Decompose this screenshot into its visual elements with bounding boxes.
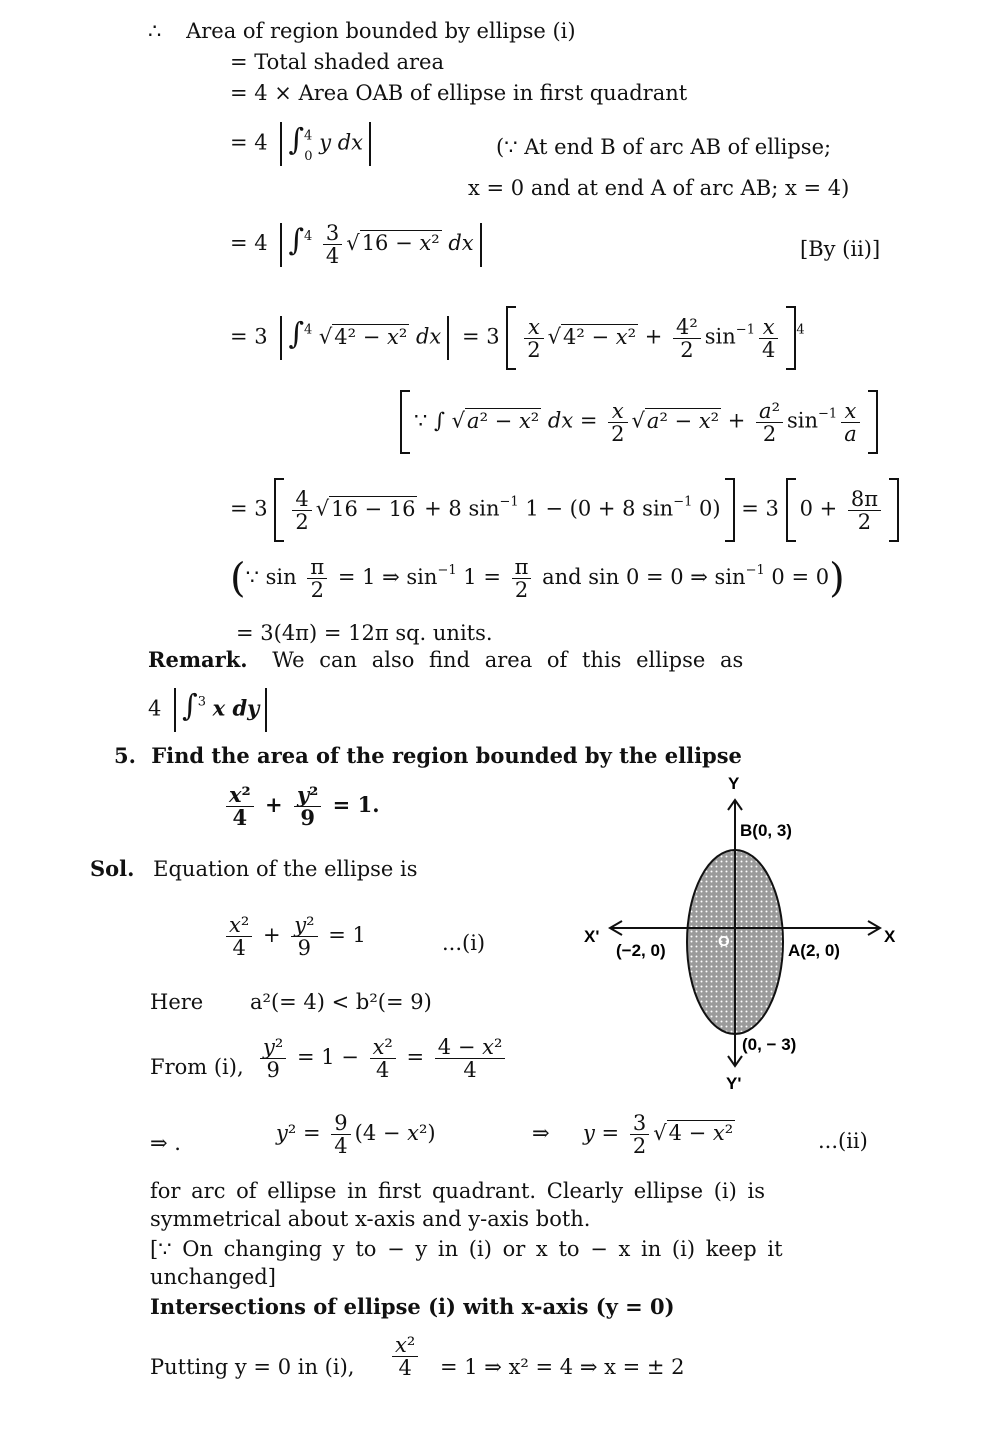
- intersections-heading: Intersections of ellipse (i) with x-axis (y = 0): [150, 1294, 675, 1319]
- step8-result: = 3(4π) = 12π sq. units.: [236, 621, 493, 645]
- ellipse-equation: $\frac{\text{x²}}{4}$ + $\frac{\text{y²}}{9}$ = 1: [222, 914, 366, 974]
- step4-note-b: x = 0 and at end A of arc AB; x = 4): [468, 176, 850, 200]
- here-text: a²(= 4) < b²(= 9): [250, 990, 432, 1014]
- point-bottom-label: (0, − 3): [742, 1035, 797, 1054]
- para-line-1: for arc of ellipse in first quadrant. Clearly ellipse (i) is: [150, 1179, 765, 1203]
- problem-number: 5.: [114, 743, 136, 768]
- remark-line: [148, 647, 743, 673]
- solution-intro: Equation of the ellipse is: [153, 857, 418, 881]
- step4-note-a: (∵ At end B of arc AB of ellipse;: [496, 135, 832, 159]
- step4-integral: = 4 ∫$^4_0$ y dx: [230, 122, 377, 172]
- step7-evaluation: = 3 $\frac{4}{2}$ √16 − 16 + 8 $\sin^{-1} 1 - (0 + 8$ $\sin^{-1} 0) = 3$ 0 + $\frac{8\pi}{2}$: [230, 478, 899, 544]
- step5-note: [By (ii)]: [800, 237, 881, 261]
- equation-tag-i: ...(i): [442, 931, 486, 955]
- from-i-derivation: $\frac{\text{y²}}{9}$ = 1 − $\frac{\text{x²}}{4}$ = $\frac{\text{4 − x²}}{4}$: [256, 1036, 509, 1096]
- point-a-label: A(2, 0): [788, 941, 840, 960]
- problem-line: [114, 743, 742, 769]
- therefore-symbol: ∴: [148, 19, 162, 43]
- x-prime-label: X': [584, 927, 600, 946]
- point-b-label: B(0, 3): [740, 821, 792, 840]
- remark-integral: 4 ∫$^3$ x dy: [148, 688, 273, 738]
- origin-label: O: [718, 933, 730, 950]
- implies-symbol: ⇒ .: [150, 1131, 181, 1155]
- y-axis-label: Y: [728, 774, 740, 793]
- solution-label: Sol.: [90, 856, 135, 881]
- y-equation: ⇒ y = $\frac{3}{2}$ √4 − x²: [532, 1111, 734, 1158]
- putting-fraction: $\frac{\text{x²}}{4}$: [388, 1334, 422, 1394]
- integral-formula: ∵ ∫ √a² − x² dx = $\frac{x}{2}$ √a² − x² + $\frac{\text{a²}}{2}$ $\sin^{-1}$ $\frac{x}{a}$: [400, 390, 878, 456]
- step2-text: = Total shaded area: [230, 50, 444, 74]
- remark-label: Remark.: [148, 647, 248, 672]
- ellipse-figure: [580, 770, 910, 1100]
- therefore-line: [148, 18, 576, 44]
- from-label: From (i),: [150, 1055, 244, 1079]
- sine-values-note: (∵ sin $\frac{\pi}{2}$ = 1 ⇒ $\sin^{-1} 1$ = $\frac{\pi}{2}$ and sin 0 = 0 ⇒ $\sin^{-1} 0 = 0$): [230, 555, 845, 602]
- equation-tag-ii: ...(ii): [818, 1129, 868, 1153]
- step5-integral: = 4 ∫$^4$ $\frac{3}{4}$ √16 − x² dx: [230, 222, 488, 272]
- here-label: Here: [150, 990, 204, 1014]
- problem-text: Find the area of the region bounded by the ellipse: [151, 743, 742, 768]
- step1-text: Area of region bounded by ellipse (i): [186, 19, 576, 43]
- para-line-4: unchanged]: [150, 1265, 276, 1289]
- step3-text: = 4 × Area OAB of ellipse in first quadrant: [230, 81, 688, 105]
- step6-integral: = 3 ∫$^4$ √4² − x² dx = 3 $\frac{x}{2}$ √4² − x² + $\frac{\text{4²}}{2}$ $\sin^{-1}$ $\frac{x}{4}$ $^4$: [230, 306, 805, 366]
- y-prime-label: Y': [726, 1074, 742, 1093]
- remark-text: We can also find area of this ellipse as: [272, 648, 744, 672]
- para-line-3: [∵ On changing y to − y in (i) or x to − x in (i) keep it: [150, 1237, 783, 1261]
- y-squared-equation: y² = $\frac{9}{4}$ (4 − x²): [276, 1111, 436, 1158]
- solution-intro-line: [90, 856, 418, 882]
- para-line-2: symmetrical about x-axis and y-axis both.: [150, 1207, 591, 1231]
- putting-label: Putting y = 0 in (i),: [150, 1355, 355, 1379]
- x-axis-label: X: [884, 927, 896, 946]
- problem-equation: $\frac{\text{x²}}{4}$ + $\frac{\text{y²}}{9}$ = 1.: [222, 784, 380, 844]
- point-left-label: (−2, 0): [616, 941, 666, 960]
- putting-result: = 1 ⇒ x² = 4 ⇒ x = ± 2: [440, 1355, 685, 1379]
